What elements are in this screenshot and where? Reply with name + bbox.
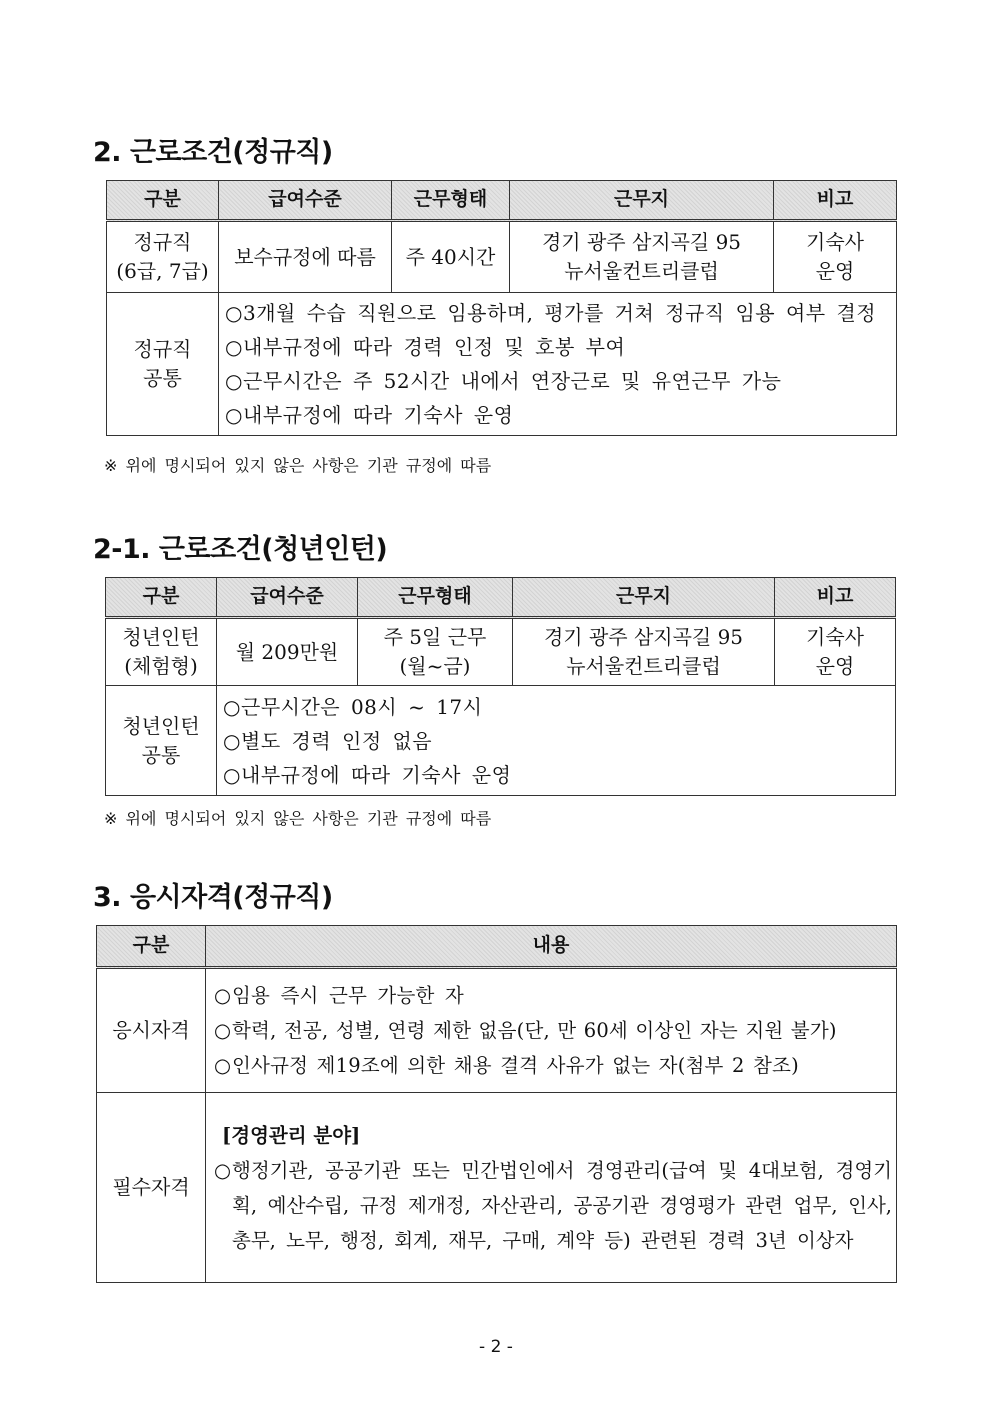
bullet-icon: ○ [214,984,232,1007]
common-items-cell [219,293,897,436]
location-cell [513,618,775,686]
header-category: 구분 [106,578,217,618]
qualification-items-cell [206,968,897,1093]
section-title-qualifications: 3. 응시자격(정규직) [93,882,333,913]
bullet-icon: ○ [225,301,243,325]
work-type-cell [358,618,513,686]
category-line: 정규직 [133,230,192,254]
header-category: 구분 [97,926,206,968]
list-item-text: 인사규정 제19조에 의한 채용 결격 사유가 없는 자(첨부 2 참조) [232,1054,799,1077]
list-item [225,296,890,330]
salary-cell: 보수규정에 따름 [219,221,392,293]
page-number: - 2 - [479,1337,513,1357]
list-item-text: 근무시간은 08시 ~ 17시 [241,694,483,719]
header-category: 구분 [107,181,219,221]
list-item-text: 행정기관, 공공기관 또는 민간법인에서 경영관리(급여 및 4대보험, 경영기획, 예산수립, 규정 제개정, 자산관리, 공공기관 경영평가 관련 업무, 인사, 총무, 노무, 행정, 회계, 재무, 구매, 계약 등) 관련된 경력 3년 이상자 [232,1158,892,1252]
common-label: 청년인턴 [122,713,200,738]
remark-line: 기숙사 [806,625,864,649]
bullet-icon: ○ [225,403,243,427]
work-type-line: 주 5일 근무 [383,625,487,649]
field-subheading: [경영관리 분야] [222,1123,361,1147]
qualification-label: 응시자격 [97,968,206,1093]
header-salary: 급여수준 [219,181,392,221]
bullet-icon: ○ [225,335,243,359]
common-label: 공통 [143,366,182,390]
common-label-cell [107,293,219,436]
header-content: 내용 [206,926,897,968]
header-work-type: 근무형태 [358,578,513,618]
section-title-regular-conditions: 2. 근로조건(정규직) [93,137,333,168]
bullet-icon: ○ [214,1019,232,1042]
section-title-intern-conditions: 2-1. 근로조건(청년인턴) [93,534,388,565]
list-item [214,1013,890,1048]
list-item [225,330,890,364]
qualifications-table [96,925,897,1283]
category-grade: (6급, 7급) [116,259,209,283]
header-remark: 비고 [774,181,897,221]
intern-conditions-table [105,577,896,796]
list-item-text: 학력, 전공, 성별, 연령 제한 없음(단, 만 60세 이상인 자는 지원 불가) [232,1019,837,1042]
list-item [214,1048,890,1083]
location-address: 경기 광주 삼지곡길 95 [543,625,744,649]
footnote: ※ 위에 명시되어 있지 않은 사항은 기관 규정에 따름 [104,456,492,475]
list-item-text: 내부규정에 따라 경력 인정 및 호봉 부여 [243,335,626,359]
list-item [225,364,890,398]
table-row [97,1093,897,1283]
salary-cell: 월 209만원 [217,618,358,686]
regular-conditions-table [106,180,897,436]
category-cell [106,618,217,686]
location-name: 뉴서울컨트리클럽 [564,259,719,283]
table-row [107,293,897,436]
required-items-cell [206,1093,897,1283]
bullet-icon: ○ [223,694,241,719]
common-items-cell [217,686,896,796]
work-type-cell: 주 40시간 [392,221,510,293]
required-label: 필수자격 [97,1093,206,1283]
header-work-type: 근무형태 [392,181,510,221]
table-row [106,686,896,796]
list-item-text: 3개월 수습 직원으로 임용하며, 평가를 거쳐 정규직 임용 여부 결정 [243,301,877,325]
list-item-text: 내부규정에 따라 기숙사 운영 [241,762,512,787]
table-row [106,618,896,686]
category-cell [107,221,219,293]
common-label-cell [106,686,217,796]
list-item [223,690,889,724]
list-item [214,978,890,1013]
location-address: 경기 광주 삼지곡길 95 [541,230,742,254]
remark-line: 운영 [815,259,855,283]
bullet-icon: ○ [223,728,241,753]
list-item [225,398,890,432]
work-type-days: (월~금) [399,654,471,678]
list-item [223,724,889,758]
bullet-icon: ○ [214,1158,232,1182]
location-cell [510,221,774,293]
list-item-text: 내부규정에 따라 기숙사 운영 [243,403,514,427]
header-location: 근무지 [510,181,774,221]
table-row [107,221,897,293]
table-row [97,968,897,1093]
list-item-text: 근무시간은 주 52시간 내에서 연장근로 및 유연근무 가능 [243,369,782,393]
header-remark: 비고 [775,578,896,618]
remark-cell [775,618,896,686]
bullet-icon: ○ [214,1054,232,1077]
footnote: ※ 위에 명시되어 있지 않은 사항은 기관 규정에 따름 [104,809,492,828]
remark-line: 기숙사 [806,230,864,254]
header-salary: 급여수준 [217,578,358,618]
header-location: 근무지 [513,578,775,618]
list-item [214,1153,892,1258]
list-item-text: 임용 즉시 근무 가능한 자 [232,984,464,1007]
location-name: 뉴서울컨트리클럽 [566,654,721,678]
remark-cell [774,221,897,293]
bullet-icon: ○ [223,762,241,787]
bullet-icon: ○ [225,369,243,393]
common-label: 정규직 [133,337,192,361]
category-type: (체험형) [124,654,198,678]
remark-line: 운영 [815,654,855,678]
common-label: 공통 [141,742,181,767]
category-line: 청년인턴 [122,625,200,649]
list-item [223,758,889,792]
list-item-text: 별도 경력 인정 없음 [241,728,433,753]
